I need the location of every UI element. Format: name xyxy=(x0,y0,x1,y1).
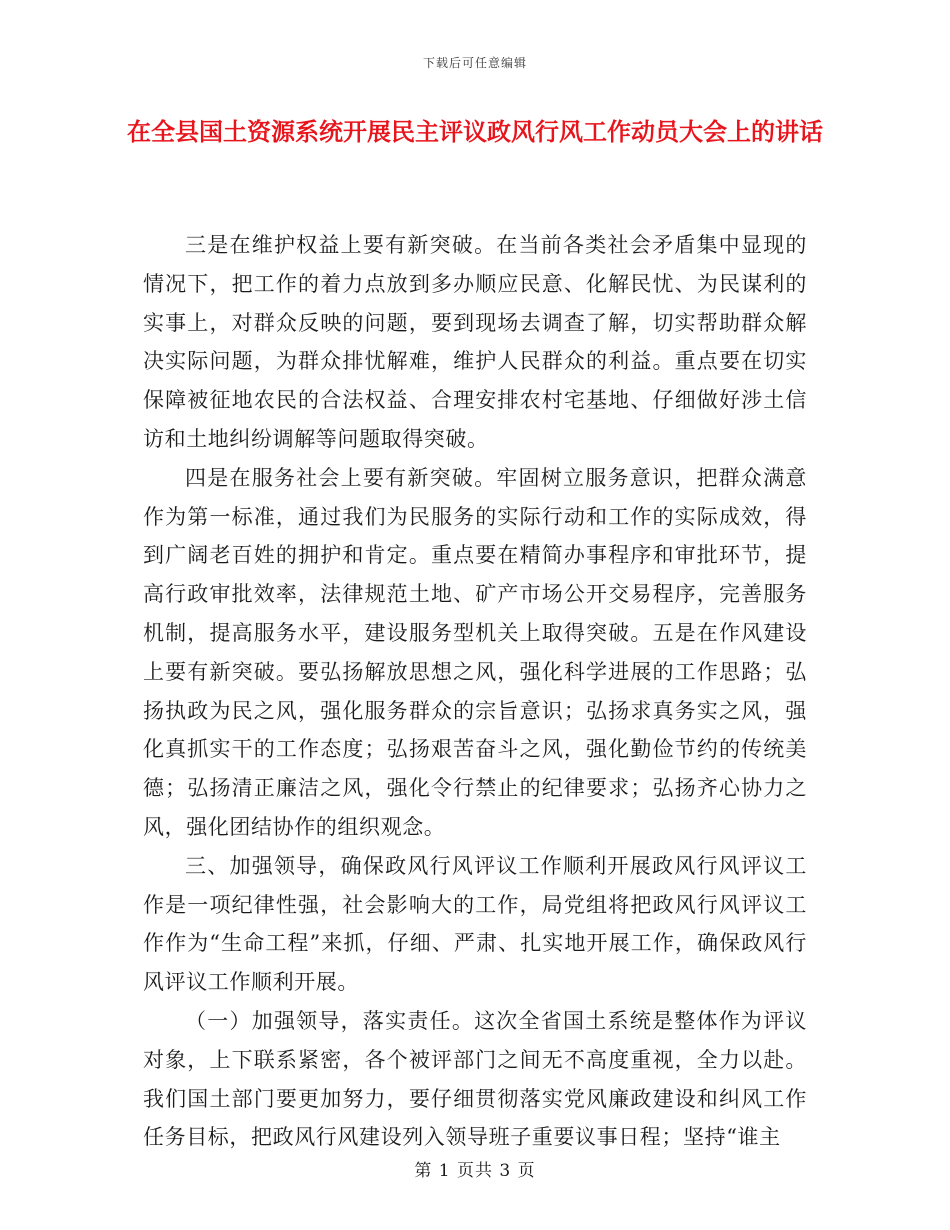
paragraph: 三、加强领导，确保政风行风评议工作顺利开展政风行风评议工作是一项纪律性强，社会影响大的工作，局党组将把政风行风评议工作作为“生命工程”来抓，仔细、严肃、扎实地开展工作，确保政风行风评议工作顺利开展。 xyxy=(143,853,807,995)
paragraph: 三是在维护权益上要有新突破。在当前各类社会矛盾集中显现的情况下，把工作的着力点放到多办顺应民意、化解民忧、为民谋利的实事上，对群众反映的问题，要到现场去调查了解，切实帮助群众解决实际问题，为群众排忧解难，维护人民群众的利益。重点要在切实保障被征地农民的合法权益、合理安排农村宅基地、仔细做好涉土信访和土地纠纷调解等问题取得突破。 xyxy=(143,233,807,451)
paragraph: （一）加强领导，落实责任。这次全省国土系统是整体作为评议对象，上下联系紧密，各个被评部门之间无不高度重视，全力以赴。我们国土部门要更加努力，要仔细贯彻落实党风廉政建设和纠风工作任务目标，把政风行风建设列入领导班子重要议事日程；坚持“谁主 xyxy=(143,1008,807,1150)
page-number: 第 1 页共 3 页 xyxy=(414,1161,536,1181)
header-note: 下载后可任意编辑 xyxy=(422,56,527,70)
document-title: 在全县国土资源系统开展民主评议政风行风工作动员大会上的讲话 xyxy=(127,117,823,146)
paragraph: 四是在服务社会上要有新突破。牢固树立服务意识，把群众满意作为第一标准，通过我们为民服务的实际行动和工作的实际成效，得到广阔老百姓的拥护和肯定。重点要在精简办事程序和审批环节，提高行政审批效率，法律规范土地、矿产市场公开交易程序，完善服务机制，提高服务水平，建设服务型机关上取得突破。五是在作风建设上要有新突破。要弘扬解放思想之风，强化科学进展的工作思路；弘扬执政为民之风，强化服务群众的宗旨意识；弘扬求真务实之风，强化真抓实干的工作态度；弘扬艰苦奋斗之风，强化勤俭节约的传统美德；弘扬清正廉洁之风，强化令行禁止的纪律要求；弘扬齐心协力之风，强化团结协作的组织观念。 xyxy=(143,465,807,839)
document-body xyxy=(143,226,807,1157)
